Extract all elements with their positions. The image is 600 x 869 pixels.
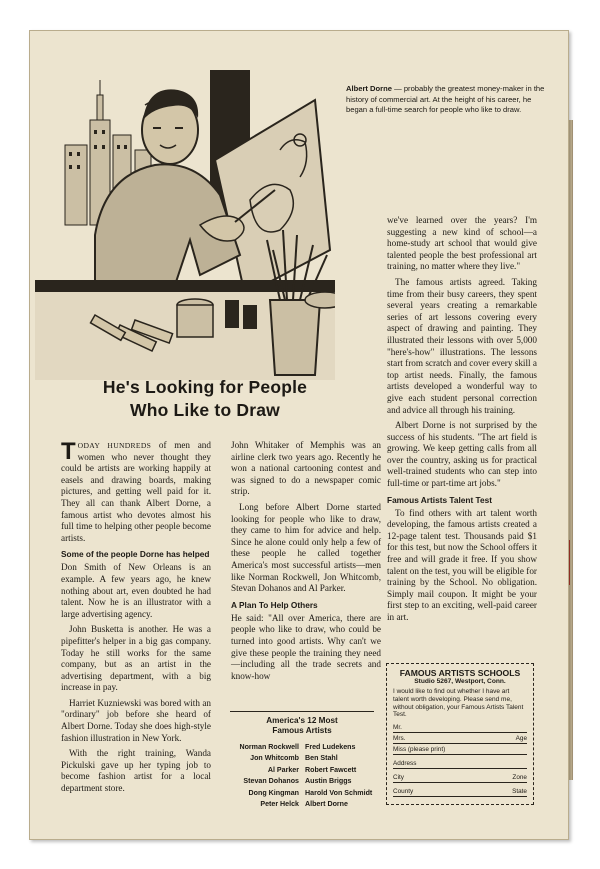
intro-text: of men and women who never thought they could be artists are working happily at easels and drawing boards, making pictures, and getting well paid for it. They all can thank Albert Dorne, a famous artist who devotes almost his full time to helping other people become artists. [61,440,211,543]
artists-list-title [222,716,382,736]
paragraph: Harriet Kuzniewski was bored with an "ordinary" job before she heard of Albert Dorne. Today she does high-style fashion illustration in New York. [61,697,211,743]
address-field[interactable] [393,760,527,769]
artists-title-line-1: America's 12 Most [266,716,338,725]
age-label: Age [515,735,527,743]
coupon-address: Studio 5267, Westport, Conn. [414,678,506,685]
artist-name: Dong Kingman [248,788,299,797]
artist-name: Albert Dorne [305,800,348,809]
caption-name: Albert Dorne [346,84,392,93]
artist-name: Al Parker [267,765,299,774]
subhead-talent-test: Famous Artists Talent Test [387,494,492,505]
city-zone-field[interactable] [393,774,527,783]
article-column-2 [231,440,381,686]
artist-name: Peter Helck [260,800,299,809]
illustration-caption [346,84,546,116]
artist-name: Austin Briggs [305,777,352,786]
famous-artists-list [222,711,382,809]
county-state-field[interactable] [393,788,527,797]
article-column-1 [61,440,211,799]
artist-name: Ben Stahl [305,754,338,763]
paragraph: we've learned over the years? I'm suggesting a new kind of school—a home-study art school that would give talented people the best professional art training, no matter where they live." [387,215,537,272]
coupon-title: FAMOUS ARTISTS SCHOOLS [399,668,521,678]
artist-illustration [35,50,335,380]
headline-line-1: He's Looking for People [102,377,308,397]
artist-name: Jon Whitcomb [250,754,299,763]
print-note: (please print) [407,746,446,754]
artist-name: Robert Fawcett [305,765,357,774]
mrs-label: Mrs. [393,735,406,743]
drop-cap: T [61,438,76,465]
paragraph: The famous artists agreed. Taking time from their busy careers, they spent several years creating a remarkable series of art lessons covering every aspect of drawing and painting. They illustrated their lessons with over 5,000 "here's-how" illustrations. The lessons start from scratch and cover every skill a top artist needs. Finally, the famous artists developed a wonderful way to give each student personal correction and advice all through his training. [387,276,537,415]
coupon-body: I would like to find out whether I have art talent worth developing. Please send me, without obligation, your Famous Artists Talent Test. [393,688,524,719]
paragraph: John Whitaker of Memphis was an airline clerk two years ago. Recently he won a national cartooning contest and was signed to do a newspaper comic strip. [231,440,381,497]
subhead-plan: A Plan To Help Others [231,599,318,610]
artist-name: Stevan Dohanos [243,777,299,786]
divider [230,711,374,712]
artist-name: Fred Ludekens [305,743,356,751]
state-label: State [512,788,527,796]
headline-line-2: Who Like to Draw [129,400,280,420]
mail-in-coupon[interactable] [386,663,534,805]
subhead-people-helped: Some of the people Dorne has helped [61,549,210,560]
mrs-age-field[interactable] [393,735,527,744]
paragraph: He said: "All over America, there are people who like to draw, who could be turned into good artists. Why can't we give these people the training they need—including all the trade secrets and know-how [231,612,381,681]
intro-paragraph [61,440,211,544]
intro-smallcaps: ODAY HUNDREDS [77,441,152,450]
paragraph: With the right training, Wanda Pickulski gave up her typing job to become fashion artist for a local department store. [61,748,211,794]
headline [40,376,370,422]
mr-field[interactable] [393,724,527,733]
paragraph: To find others with art talent worth developing, the famous artists created a 12-page talent test. Thousands paid $1 for this test, but now the School offers it free and will grade it free. If you show talent on the test, you will be eligible for training by the School. No obligation. Simply mail coupon. It might be your first step to an exciting, well-paid career in art. [387,507,537,622]
paragraph: John Busketta is another. He was a pipefitter's helper in a big gas company. Today he still works for the same company, but as an artist in the advertising department, with a big increase in pay. [61,624,211,693]
paragraph: Don Smith of New Orleans is an example. A few years ago, he knew nothing about art, even doubted he had talent. Now he is an illustrator with a large advertising agency. [61,562,211,619]
zone-label: Zone [512,774,527,782]
mr-label: Mr. [393,724,402,732]
artists-title-line-2: Famous Artists [272,726,332,735]
address-label: Address [393,760,417,768]
caption-text: — probably the greatest money-maker in the history of commercial art. At the height of his career, he began a full-time search for people who like to draw. [346,84,545,115]
article-column-3 [387,215,537,628]
artist-name: Norman Rockwell [239,743,299,751]
artist-name: Harold Von Schmidt [305,788,373,797]
paragraph: Long before Albert Dorne started looking for people who like to draw, they came to him for advice and help. Since he alone could only help a few of these people he called together America's most successful artists—men like Norman Rockwell, Jon Whitcomb, Stevan Dohanos and Al Parker. [231,501,381,594]
artists-grid [222,742,382,809]
city-label: City [393,774,405,782]
county-label: County [393,788,414,796]
miss-field[interactable] [393,746,527,755]
miss-label: Miss [393,746,407,754]
paragraph: Albert Dorne is not surprised by the success of his students. "The art field is growing. We keep getting calls from all over the country, asking us for practical well-trained students who can step into full-time or part-time art jobs." [387,420,537,489]
